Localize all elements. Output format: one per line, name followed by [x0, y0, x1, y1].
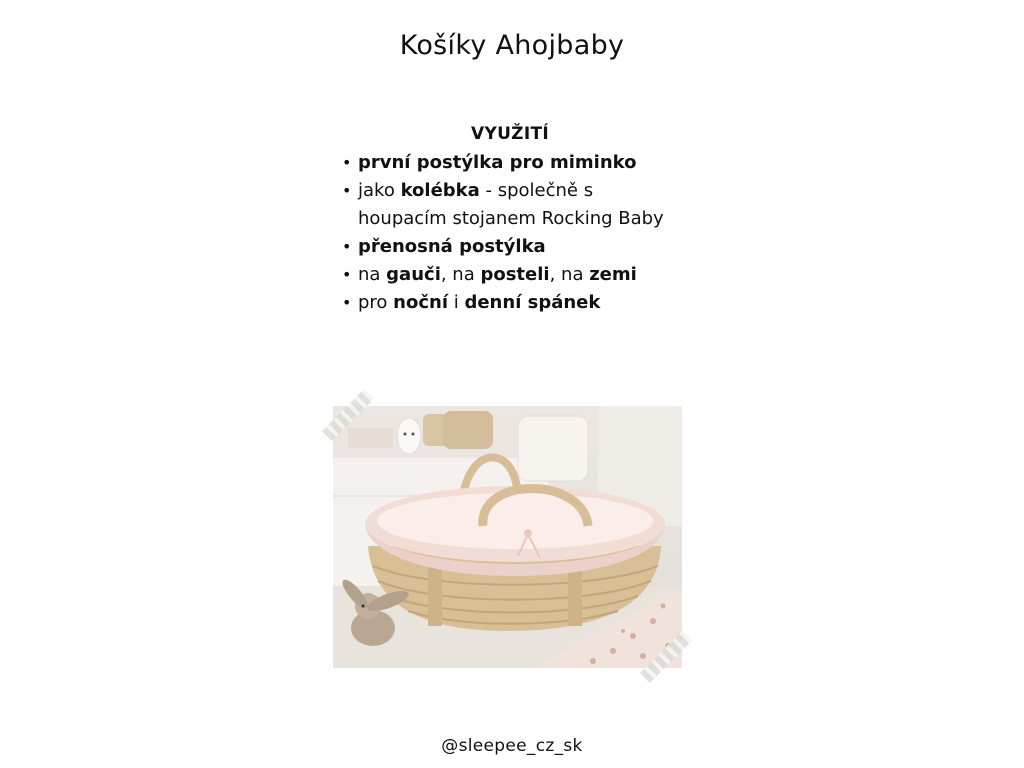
bold-text: denní spánek — [464, 292, 601, 313]
bold-text: posteli — [480, 264, 550, 285]
list-item — [342, 289, 672, 317]
usage-list — [342, 149, 672, 317]
list-item — [342, 177, 672, 233]
bold-text: noční — [393, 292, 449, 313]
bold-text: zemi — [589, 264, 637, 285]
text: , na — [440, 264, 481, 285]
text: i — [448, 292, 465, 313]
bold-text: gauči — [386, 264, 441, 285]
moses-basket-photo — [333, 406, 682, 668]
text: jako — [358, 180, 401, 201]
bold-text: první postýlka pro miminko — [358, 152, 637, 173]
text: pro — [358, 292, 394, 313]
instagram-handle: @sleepee_cz_sk — [441, 736, 583, 756]
text: - společně s houpacím stojanem Rocking Baby — [358, 180, 664, 229]
page-title: Košíky Ahojbaby — [399, 30, 625, 61]
section-heading: VYUŽITÍ — [471, 124, 549, 144]
text: na — [358, 264, 387, 285]
text: , na — [549, 264, 590, 285]
list-item — [342, 149, 672, 177]
list-item — [342, 233, 672, 261]
list-item — [342, 261, 672, 289]
bold-text: přenosná postýlka — [358, 236, 546, 257]
bold-text: kolébka — [400, 180, 480, 201]
